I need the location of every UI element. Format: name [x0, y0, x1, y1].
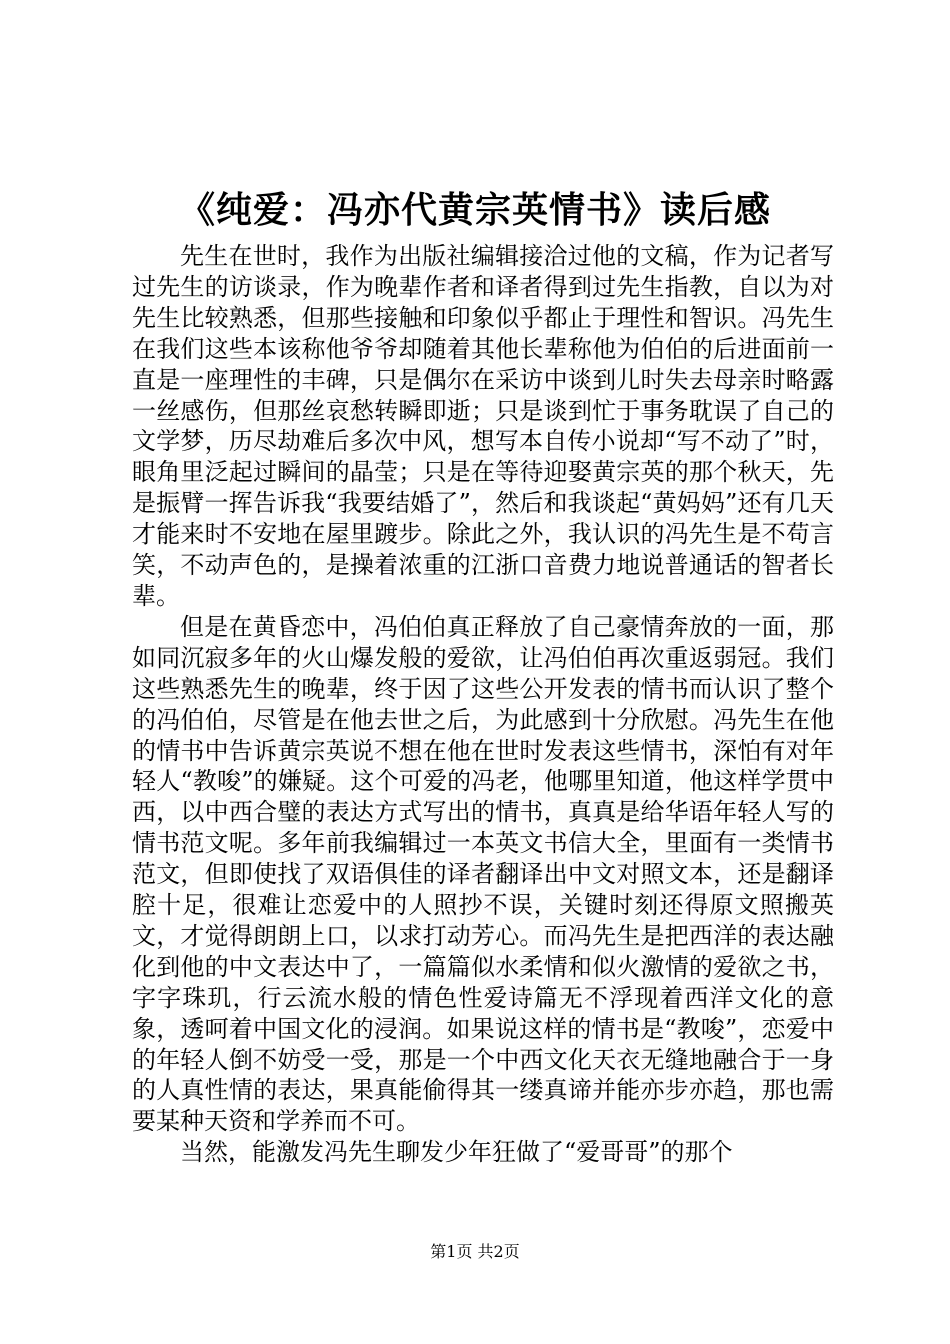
paragraph: 当然，能激发冯先生聊发少年狂做了“爱哥哥”的那个	[180, 1138, 733, 1167]
page-footer	[0, 1240, 950, 1264]
document-body	[132, 241, 834, 1168]
page-number: 第1页	[430, 1242, 473, 1261]
paragraph: 但是在黄昏恋中，冯伯伯真正释放了自己豪情奔放的一面，那如同沉寂多年的火山爆发般的爱欲，让冯伯伯再次重返弱冠。我们这些熟悉先生的晚辈，终于因了这些公开发表的情书而认识了整个的冯伯伯，尽管是在他去世之后，为此感到十分欣慰。冯先生在他的情书中告诉黄宗英说不想在他在世时发表这些情书，深怕有对年轻人“教唆”的嫌疑。这个可爱的冯老，他哪里知道，他这样学贯中西，以中西合璧的表达方式写出的情书，真真是给华语年轻人写的情书范文呢。多年前我编辑过一本英文书信大全，里面有一类情书范文，但即使找了双语俱佳的译者翻译出中文对照文本，还是翻译腔十足，很难让恋爱中的人照抄不误，关键时刻还得原文照搬英文，才觉得朗朗上口，以求打动芳心。而冯先生是把西洋的表达融化到他的中文表达中了，一篇篇似水柔情和似火激情的爱欲之书，字字珠玑，行云流水般的情色性爱诗篇无不浮现着西洋文化的意象，透呵着中国文化的浸润。如果说这样的情书是“教唆”，恋爱中的年轻人倒不妨受一受，那是一个中西文化天衣无缝地融合于一身的人真性情的表达，果真能偷得其一缕真谛并能亦步亦趋，那也需要某种天资和学养而不可。	[132, 612, 834, 1136]
document-title: 《纯爱：冯亦代黄宗英情书》读后感	[178, 189, 771, 231]
page-total: 共2页	[477, 1242, 520, 1261]
paragraph: 先生在世时，我作为出版社编辑接洽过他的文稿，作为记者写过先生的访谈录，作为晚辈作者和译者得到过先生指教，自以为对先生比较熟悉，但那些接触和印象似乎都止于理性和智识。冯先生在我们这些本该称他爷爷却随着其他长辈称他为伯伯的后进面前一直是一座理性的丰碑，只是偶尔在采访中谈到儿时失去母亲时略露一丝感伤，但那丝哀愁转瞬即逝；只是谈到忙于事务耽误了自己的文学梦，历尽劫难后多次中风，想写本自传小说却“写不动了”时，眼角里泛起过瞬间的晶莹；只是在等待迎娶黄宗英的那个秋天，先是振臂一挥告诉我“我要结婚了”，然后和我谈起“黄妈妈”还有几天才能来时不安地在屋里踱步。除此之外，我认识的冯先生是不苟言笑，不动声色的，是操着浓重的江浙口音费力地说普通话的智者长辈。	[132, 242, 834, 610]
